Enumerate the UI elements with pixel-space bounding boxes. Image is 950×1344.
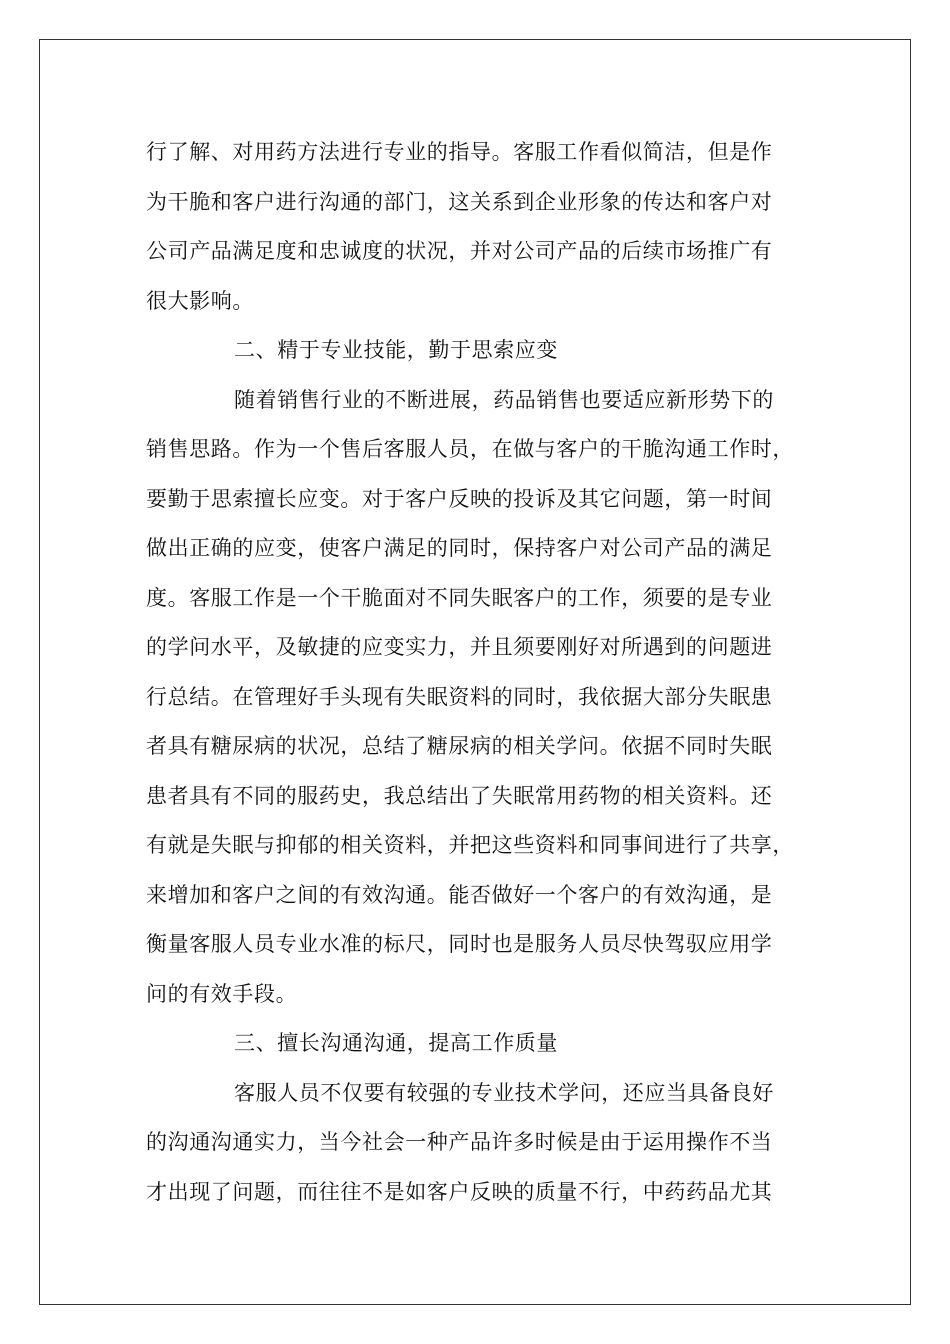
text-line: 销售思路。作为一个售后客服人员，在做与客户的干脆沟通工作时， (146, 437, 794, 461)
text-line: 很大影响。 (146, 288, 254, 313)
text-line: 行总结。在管理好手头现有失眠资料的同时，我依据大部分失眠患 (146, 684, 773, 709)
text-line: 要勤于思索擅长应变。对于客户反映的投诉及其它问题，第一时间 (146, 486, 773, 511)
text-line: 行了解、对用药方法进行专业的指导。客服工作看似简洁，但是作 (146, 140, 773, 164)
section-heading-2: 二、精于专业技能，勤于思索应变 (234, 338, 558, 362)
section-heading-3: 三、擅长沟通沟通，提高工作质量 (234, 1031, 558, 1055)
text-line: 才出现了问题，而往往不是如客户反映的质量不行，中药药品尤其 (146, 1179, 773, 1204)
text-line: 为干脆和客户进行沟通的部门，这关系到企业形象的传达和客户对 (146, 189, 773, 214)
text-line: 公司产品满足度和忠诚度的状况，并对公司产品的后续市场推广有 (146, 239, 773, 263)
text-line: 患者具有不同的服药史，我总结出了失眠常用药物的相关资料。还 (146, 783, 773, 808)
text-line: 衡量客服人员专业水准的标尺，同时也是服务人员尽快驾驭应用学 (146, 932, 773, 956)
text-line: 问的有效手段。 (146, 981, 298, 1006)
text-line: 有就是失眠与抑郁的相关资料，并把这些资料和同事间进行了共享， (146, 833, 794, 857)
text-line: 来增加和客户之间的有效沟通。能否做好一个客户的有效沟通，是 (146, 882, 773, 907)
paragraph-start: 随着销售行业的不断进展，药品销售也要适应新形势下的 (234, 387, 774, 412)
document-body (146, 128, 806, 1217)
text-line: 者具有糖尿病的状况，总结了糖尿病的相关学问。依据不同时失眠 (146, 734, 773, 758)
text-line: 做出正确的应变，使客户满足的同时，保持客户对公司产品的满足 (146, 536, 773, 560)
text-line: 的学问水平，及敏捷的应变实力，并且须要刚好对所遇到的问题进 (146, 635, 773, 659)
paragraph-start: 客服人员不仅要有较强的专业技术学问，还应当具备良好 (234, 1080, 774, 1105)
text-line: 度。客服工作是一个干脆面对不同失眠客户的工作，须要的是专业 (146, 585, 773, 610)
text-line: 的沟通沟通实力，当今社会一种产品许多时候是由于运用操作不当 (146, 1130, 773, 1154)
